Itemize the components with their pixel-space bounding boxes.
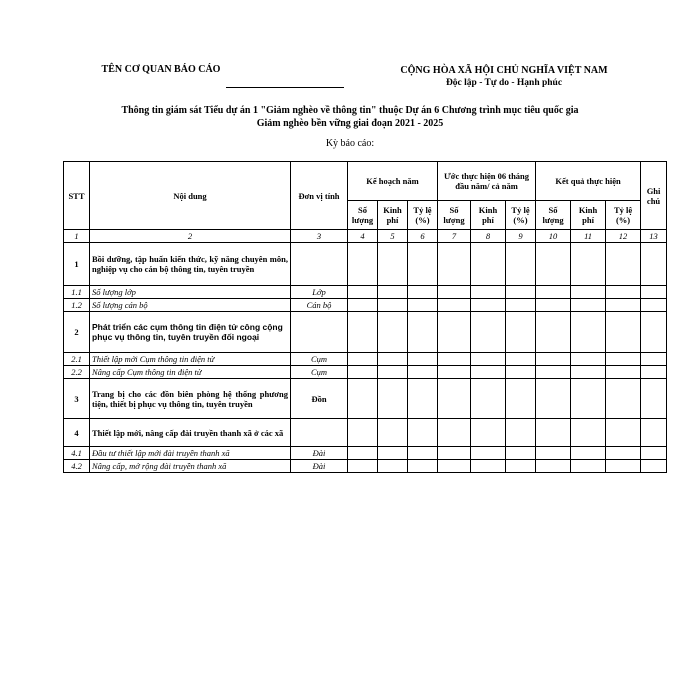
table-row bbox=[64, 447, 667, 460]
table-row bbox=[64, 312, 667, 353]
data-cell bbox=[438, 366, 471, 379]
data-cell bbox=[438, 353, 471, 366]
data-cell bbox=[471, 419, 506, 447]
header-content: Nội dung bbox=[90, 162, 291, 230]
row-unit: Cán bộ bbox=[291, 299, 348, 312]
row-stt: 2.1 bbox=[64, 353, 90, 366]
row-unit bbox=[291, 243, 348, 286]
data-cell bbox=[536, 419, 571, 447]
data-cell bbox=[348, 366, 378, 379]
row-content: Số lượng lớp bbox=[90, 286, 291, 299]
row-unit: Lớp bbox=[291, 286, 348, 299]
data-cell bbox=[348, 379, 378, 419]
data-cell bbox=[506, 460, 536, 473]
column-index: 2 bbox=[90, 230, 291, 243]
data-cell bbox=[471, 379, 506, 419]
data-cell bbox=[641, 379, 667, 419]
data-cell bbox=[571, 312, 606, 353]
column-index: 7 bbox=[438, 230, 471, 243]
header-unit: Đơn vị tính bbox=[291, 162, 348, 230]
data-cell bbox=[438, 447, 471, 460]
header-plan-rate: Tỷ lệ (%) bbox=[408, 201, 438, 230]
header-estimate-fund: Kinh phí bbox=[471, 201, 506, 230]
data-cell bbox=[438, 243, 471, 286]
data-cell bbox=[606, 243, 641, 286]
data-cell bbox=[506, 299, 536, 312]
row-content: Đầu tư thiết lập mới đài truyền thanh xã bbox=[90, 447, 291, 460]
data-cell bbox=[606, 366, 641, 379]
data-cell bbox=[506, 366, 536, 379]
row-unit: Đài bbox=[291, 460, 348, 473]
data-cell bbox=[571, 447, 606, 460]
row-stt: 4.1 bbox=[64, 447, 90, 460]
data-cell bbox=[438, 419, 471, 447]
data-cell bbox=[641, 243, 667, 286]
data-cell bbox=[536, 460, 571, 473]
data-cell bbox=[408, 353, 438, 366]
data-cell bbox=[471, 447, 506, 460]
data-cell bbox=[536, 243, 571, 286]
data-cell bbox=[641, 312, 667, 353]
data-cell bbox=[606, 353, 641, 366]
header-plan-fund: Kinh phí bbox=[378, 201, 408, 230]
agency-label: TÊN CƠ QUAN BÁO CÁO bbox=[101, 64, 221, 75]
data-cell bbox=[536, 366, 571, 379]
data-cell bbox=[641, 366, 667, 379]
data-cell bbox=[348, 447, 378, 460]
data-cell bbox=[348, 353, 378, 366]
monitoring-table bbox=[63, 161, 667, 473]
data-cell bbox=[348, 460, 378, 473]
row-content: Thiết lập mới, nâng cấp đài truyền thanh xã ở các xã bbox=[90, 419, 291, 447]
header-estimate: Ước thực hiện 06 tháng đầu năm/ cả năm bbox=[438, 162, 536, 201]
data-cell bbox=[571, 353, 606, 366]
data-cell bbox=[641, 286, 667, 299]
data-cell bbox=[408, 312, 438, 353]
data-cell bbox=[536, 286, 571, 299]
row-stt: 2.2 bbox=[64, 366, 90, 379]
data-cell bbox=[606, 460, 641, 473]
data-cell bbox=[438, 312, 471, 353]
data-cell bbox=[408, 460, 438, 473]
report-title-line-2: Giảm nghèo bền vững giai đoạn 2021 - 2025 bbox=[256, 118, 444, 129]
data-cell bbox=[606, 447, 641, 460]
data-cell bbox=[438, 379, 471, 419]
row-stt: 1 bbox=[64, 243, 90, 286]
data-cell bbox=[506, 379, 536, 419]
table-row bbox=[64, 379, 667, 419]
row-unit: Cụm bbox=[291, 366, 348, 379]
data-cell bbox=[571, 419, 606, 447]
column-index: 5 bbox=[378, 230, 408, 243]
data-cell bbox=[471, 353, 506, 366]
column-index: 10 bbox=[536, 230, 571, 243]
data-cell bbox=[378, 419, 408, 447]
data-cell bbox=[641, 447, 667, 460]
data-cell bbox=[378, 286, 408, 299]
report-title-line-1: Thông tin giám sát Tiểu dự án 1 "Giảm nghèo về thông tin" thuộc Dự án 6 Chương trình mục tiêu quốc gia bbox=[121, 105, 579, 116]
data-cell bbox=[536, 353, 571, 366]
data-cell bbox=[641, 299, 667, 312]
data-cell bbox=[606, 312, 641, 353]
data-cell bbox=[641, 419, 667, 447]
data-cell bbox=[471, 312, 506, 353]
row-unit bbox=[291, 312, 348, 353]
row-stt: 4 bbox=[64, 419, 90, 447]
data-cell bbox=[606, 299, 641, 312]
data-cell bbox=[471, 460, 506, 473]
data-cell bbox=[471, 299, 506, 312]
row-stt: 1.1 bbox=[64, 286, 90, 299]
row-content: Nâng cấp, mở rộng đài truyền thanh xã bbox=[90, 460, 291, 473]
data-cell bbox=[408, 286, 438, 299]
data-cell bbox=[408, 243, 438, 286]
header-estimate-qty: Số lượng bbox=[438, 201, 471, 230]
data-cell bbox=[606, 286, 641, 299]
data-cell bbox=[348, 243, 378, 286]
header-result-fund: Kinh phí bbox=[571, 201, 606, 230]
row-unit: Đài bbox=[291, 447, 348, 460]
data-cell bbox=[536, 299, 571, 312]
data-cell bbox=[348, 299, 378, 312]
nation-motto: Độc lập - Tự do - Hạnh phúc bbox=[445, 78, 563, 88]
data-cell bbox=[348, 312, 378, 353]
data-cell bbox=[606, 379, 641, 419]
report-title bbox=[80, 104, 620, 130]
data-cell bbox=[408, 366, 438, 379]
report-period: Kỳ báo cáo: bbox=[325, 138, 375, 149]
column-index: 4 bbox=[348, 230, 378, 243]
table-row bbox=[64, 243, 667, 286]
header-result-rate: Tỷ lệ (%) bbox=[606, 201, 641, 230]
signature-underline bbox=[226, 87, 344, 88]
table-row bbox=[64, 286, 667, 299]
data-cell bbox=[378, 243, 408, 286]
data-cell bbox=[438, 460, 471, 473]
data-cell bbox=[571, 243, 606, 286]
data-cell bbox=[536, 447, 571, 460]
data-cell bbox=[408, 299, 438, 312]
data-cell bbox=[506, 286, 536, 299]
data-cell bbox=[408, 419, 438, 447]
data-cell bbox=[378, 379, 408, 419]
data-cell bbox=[471, 366, 506, 379]
data-cell bbox=[378, 353, 408, 366]
column-index: 1 bbox=[64, 230, 90, 243]
row-stt: 2 bbox=[64, 312, 90, 353]
data-cell bbox=[571, 460, 606, 473]
row-content: Thiết lập mới Cụm thông tin điện tử bbox=[90, 353, 291, 366]
data-cell bbox=[506, 419, 536, 447]
table-row bbox=[64, 353, 667, 366]
row-content: Bồi dưỡng, tập huấn kiến thức, kỹ năng chuyên môn, nghiệp vụ cho cán bộ thông tin, tuyên truyền bbox=[90, 243, 291, 286]
data-cell bbox=[571, 286, 606, 299]
column-index: 13 bbox=[641, 230, 667, 243]
header-note: Ghi chú bbox=[641, 162, 667, 230]
row-stt: 1.2 bbox=[64, 299, 90, 312]
row-unit bbox=[291, 419, 348, 447]
row-content: Phát triển các cụm thông tin điện tử công cộng phục vụ thông tin, tuyên truyền đối ngoại bbox=[90, 312, 291, 353]
data-cell bbox=[438, 299, 471, 312]
header-row-1 bbox=[64, 162, 667, 201]
table-row bbox=[64, 460, 667, 473]
data-cell bbox=[378, 460, 408, 473]
nation-name: CỘNG HÒA XÃ HỘI CHỦ NGHĨA VIỆT NAM bbox=[400, 65, 608, 76]
data-cell bbox=[438, 286, 471, 299]
header-plan: Kế hoạch năm bbox=[348, 162, 438, 201]
header-stt: STT bbox=[64, 162, 90, 230]
data-cell bbox=[641, 353, 667, 366]
data-cell bbox=[378, 447, 408, 460]
data-cell bbox=[506, 312, 536, 353]
data-cell bbox=[378, 299, 408, 312]
data-cell bbox=[471, 243, 506, 286]
header-plan-qty: Số lượng bbox=[348, 201, 378, 230]
row-stt: 3 bbox=[64, 379, 90, 419]
national-header bbox=[386, 64, 622, 90]
table-row bbox=[64, 299, 667, 312]
row-content: Số lượng cán bộ bbox=[90, 299, 291, 312]
header-result: Kết quả thực hiện bbox=[536, 162, 641, 201]
data-cell bbox=[506, 243, 536, 286]
column-index-row bbox=[64, 230, 667, 243]
data-cell bbox=[571, 379, 606, 419]
data-cell bbox=[378, 312, 408, 353]
column-index: 11 bbox=[571, 230, 606, 243]
data-cell bbox=[571, 299, 606, 312]
data-cell bbox=[536, 379, 571, 419]
data-cell bbox=[471, 286, 506, 299]
row-content: Trang bị cho các đồn biên phòng hệ thống phương tiện, thiết bị phục vụ thông tin, tuyên truyền bbox=[90, 379, 291, 419]
column-index: 8 bbox=[471, 230, 506, 243]
row-unit: Cụm bbox=[291, 353, 348, 366]
data-cell bbox=[641, 460, 667, 473]
data-cell bbox=[348, 419, 378, 447]
row-unit: Đồn bbox=[291, 379, 348, 419]
data-cell bbox=[506, 353, 536, 366]
data-cell bbox=[536, 312, 571, 353]
data-cell bbox=[408, 447, 438, 460]
data-cell bbox=[378, 366, 408, 379]
data-cell bbox=[606, 419, 641, 447]
row-stt: 4.2 bbox=[64, 460, 90, 473]
table-row bbox=[64, 419, 667, 447]
column-index: 9 bbox=[506, 230, 536, 243]
column-index: 12 bbox=[606, 230, 641, 243]
row-content: Nâng cấp Cụm thông tin điện tử bbox=[90, 366, 291, 379]
data-cell bbox=[348, 286, 378, 299]
data-cell bbox=[408, 379, 438, 419]
column-index: 3 bbox=[291, 230, 348, 243]
data-cell bbox=[506, 447, 536, 460]
header-result-qty: Số lượng bbox=[536, 201, 571, 230]
column-index: 6 bbox=[408, 230, 438, 243]
header-estimate-rate: Tỷ lệ (%) bbox=[506, 201, 536, 230]
data-cell bbox=[571, 366, 606, 379]
table-row bbox=[64, 366, 667, 379]
